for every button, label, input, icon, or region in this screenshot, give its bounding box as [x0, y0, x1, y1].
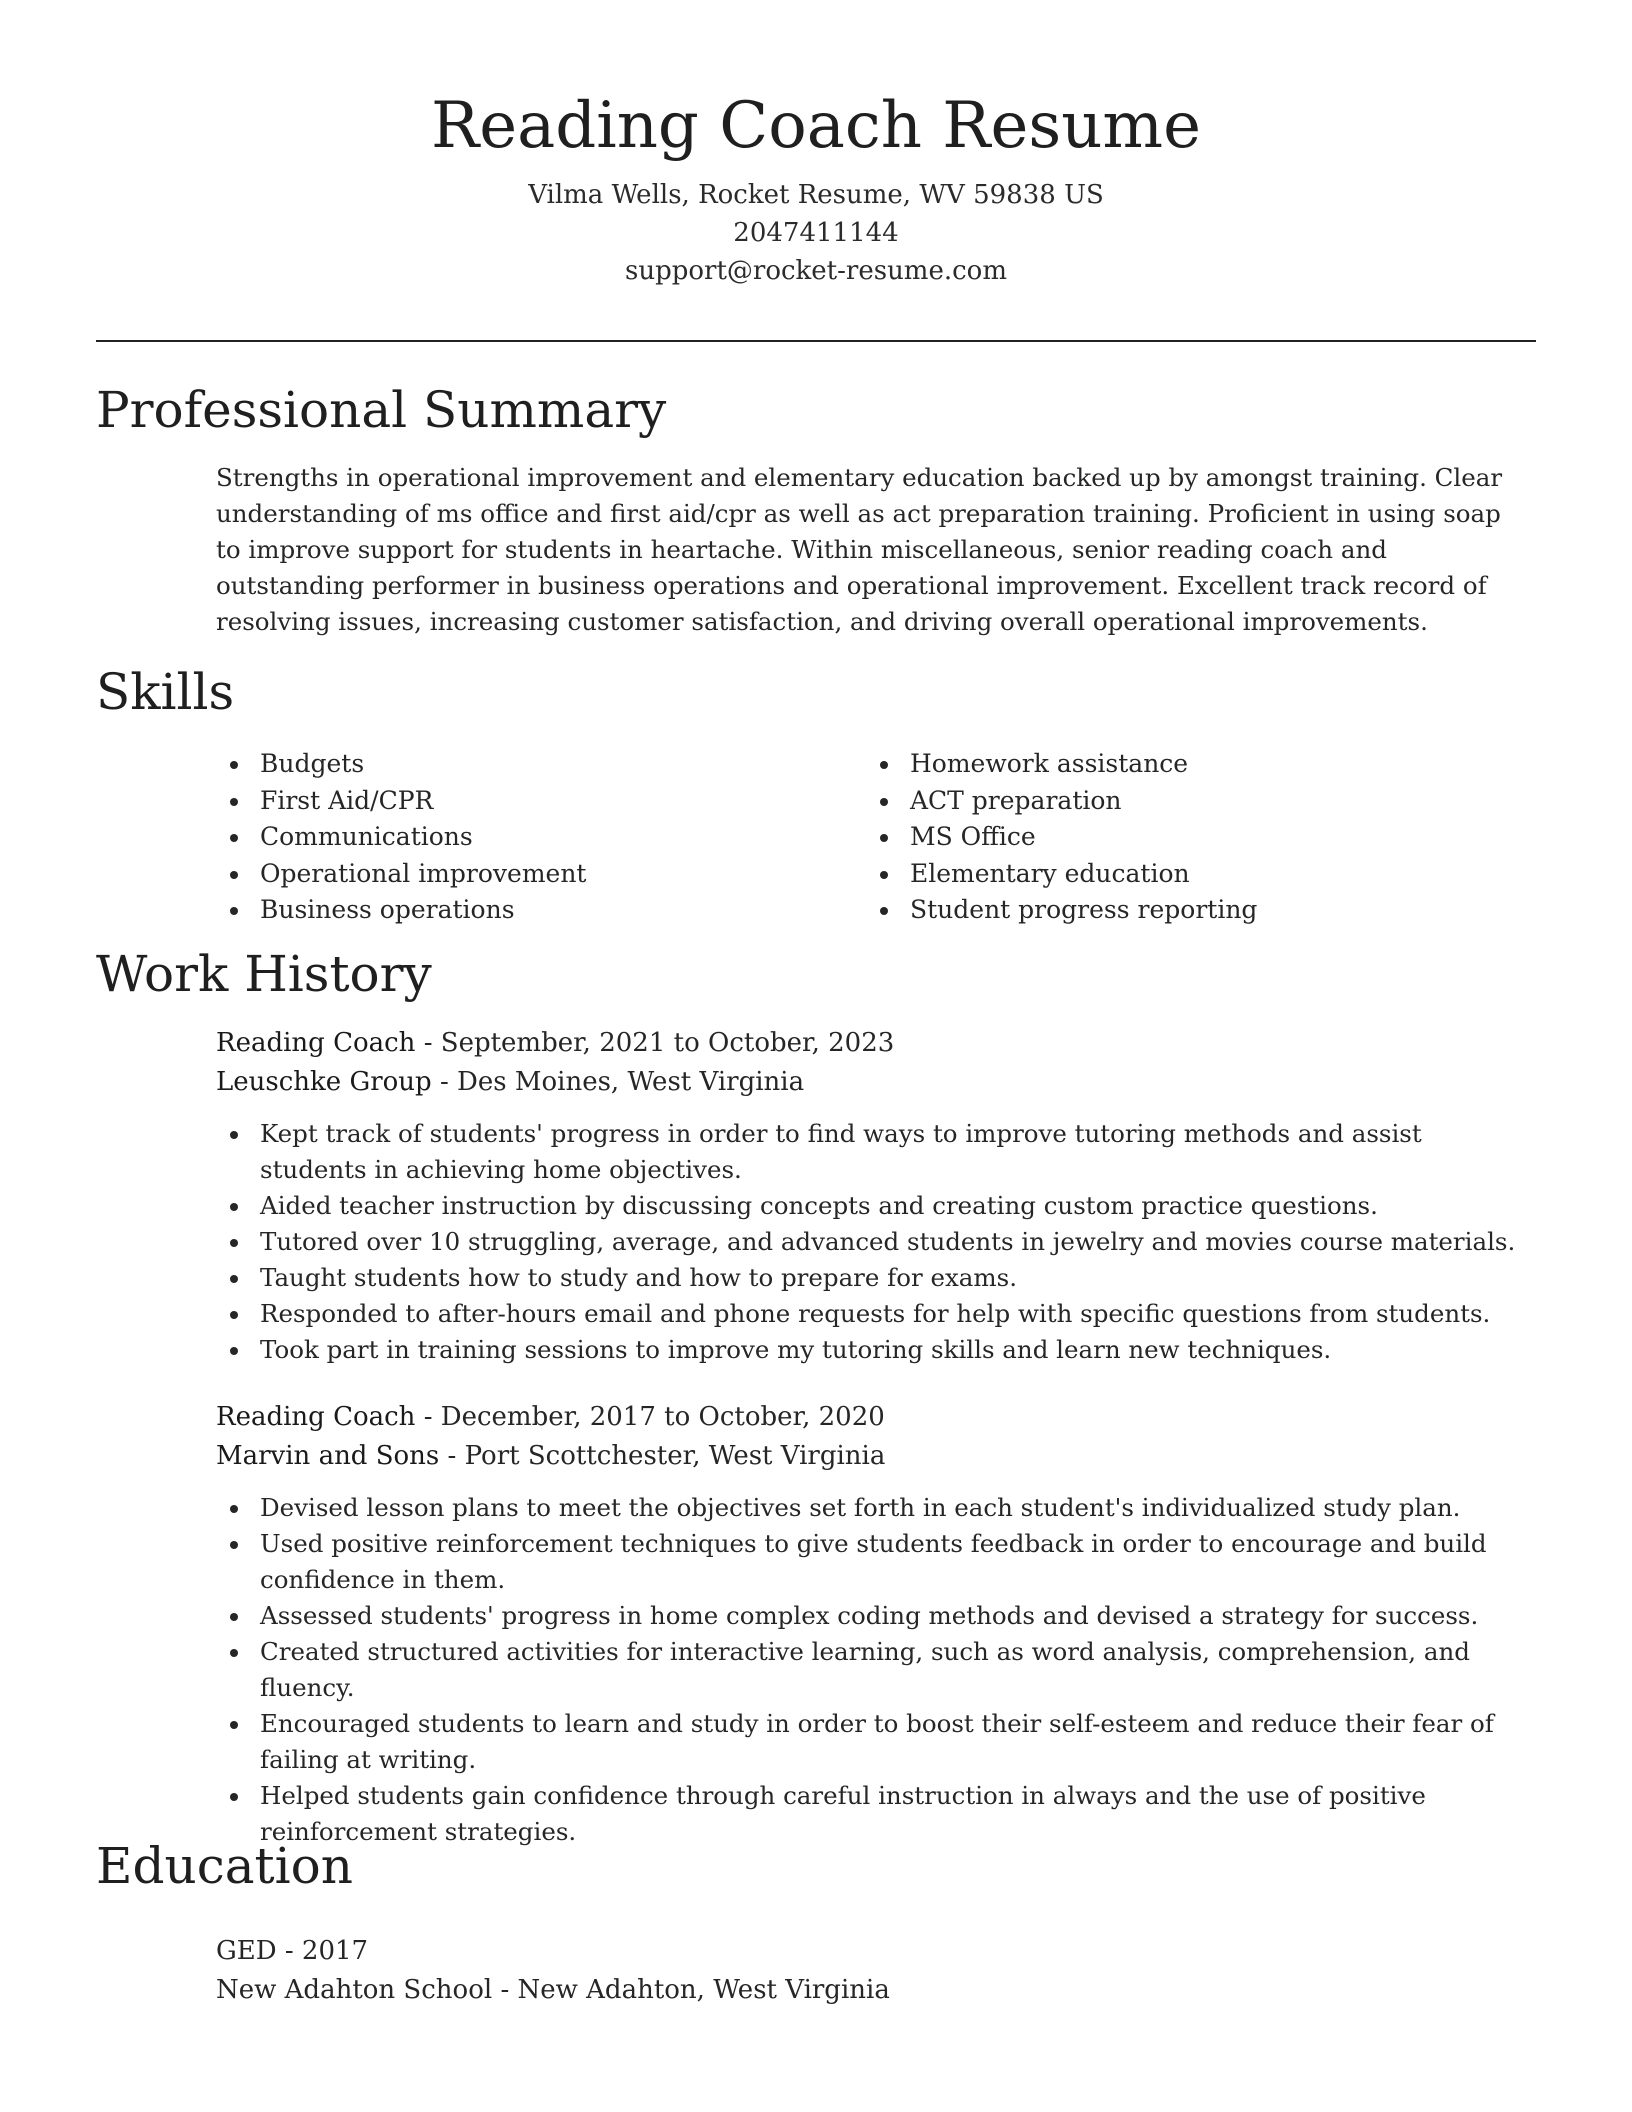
job-location: - Des Moines, West Virginia: [439, 1067, 805, 1097]
education-entry: [216, 1932, 1516, 2010]
job-company-line: [216, 1063, 1516, 1102]
skill-item: ACT preparation: [866, 783, 1506, 820]
skill-item: Homework assistance: [866, 746, 1506, 783]
contact-phone: 2047411144: [733, 218, 899, 248]
job-bullet: Kept track of students' progress in order to find ways to improve tutoring methods and assist students in achieving home objectives.: [216, 1116, 1516, 1188]
job-bullet: Aided teacher instruction by discussing concepts and creating custom practice questions.: [216, 1188, 1516, 1224]
skill-item: Elementary education: [866, 856, 1506, 893]
education-degree-line: [216, 1932, 1516, 1971]
education-school-line: [216, 1971, 1516, 2010]
skill-item: MS Office: [866, 819, 1506, 856]
skill-item: Communications: [216, 819, 816, 856]
skills-list-left: [216, 746, 816, 929]
section-title-education: Education: [96, 1837, 353, 1895]
job-company-line: [216, 1437, 1516, 1476]
resume-header: [96, 82, 1536, 290]
contact-block: [96, 176, 1536, 290]
job-location: - Port Scottchester, West Virginia: [447, 1441, 886, 1471]
section-title-skills: Skills: [96, 663, 235, 721]
job-bullet: Taught students how to study and how to prepare for exams.: [216, 1260, 1516, 1296]
job-dates: - September, 2021 to October, 2023: [423, 1028, 895, 1058]
job-dates: - December, 2017 to October, 2020: [423, 1402, 885, 1432]
header-divider: [96, 340, 1536, 342]
job-bullet: Used positive reinforcement techniques to give students feedback in order to encourage and build confidence in them.: [216, 1526, 1516, 1598]
job-bullet: Devised lesson plans to meet the objectives set forth in each student's individualized study plan.: [216, 1490, 1516, 1526]
job-bullet: Assessed students' progress in home complex coding methods and devised a strategy for success.: [216, 1598, 1516, 1634]
job-bullet: Took part in training sessions to improve my tutoring skills and learn new techniques.: [216, 1332, 1516, 1368]
education-school: New Adahton School: [216, 1975, 493, 2005]
resume-title: Reading Coach Resume: [431, 89, 1201, 163]
job-bullet: Tutored over 10 struggling, average, and advanced students in jewelry and movies course materials.: [216, 1224, 1516, 1260]
job-title: Reading Coach: [216, 1402, 416, 1432]
job-title: Reading Coach: [216, 1028, 416, 1058]
job-bullet-list: [216, 1116, 1516, 1368]
section-title-summary: Professional Summary: [96, 381, 667, 439]
job-bullet: Created structured activities for interactive learning, such as word analysis, comprehension, and fluency.: [216, 1634, 1516, 1706]
job-title-line: [216, 1024, 1516, 1063]
skills-list-right: [866, 746, 1506, 929]
skill-item: Budgets: [216, 746, 816, 783]
education-degree: GED: [216, 1936, 277, 1966]
section-title-work: Work History: [96, 945, 432, 1003]
job-bullet: Helped students gain confidence through careful instruction in always and the use of positive reinforcement strategies.: [216, 1778, 1516, 1850]
contact-address: Vilma Wells, Rocket Resume, WV 59838 US: [528, 180, 1104, 210]
job-bullet: Encouraged students to learn and study in order to boost their self-esteem and reduce their fear of failing at writing.: [216, 1706, 1516, 1778]
skill-item: Operational improvement: [216, 856, 816, 893]
job-entry: [216, 1398, 1516, 1850]
skill-item: Business operations: [216, 892, 816, 929]
skill-item: Student progress reporting: [866, 892, 1506, 929]
job-bullet: Responded to after-hours email and phone requests for help with specific questions from students.: [216, 1296, 1516, 1332]
job-entry: [216, 1024, 1516, 1368]
education-location: - New Adahton, West Virginia: [500, 1975, 890, 2005]
summary-text: Strengths in operational improvement and elementary education backed up by amongst training. Clear understanding of ms office and first aid/cpr as well as act preparation training. Proficient in using soap to improve support for students in heartache. Within miscellaneous, senior reading coach and outstanding performer in business operations and operational improvement. Excellent track record of resolving issues, increasing customer satisfaction, and driving overall operational improvements.: [216, 463, 1503, 636]
job-title-line: [216, 1398, 1516, 1437]
contact-email: support@rocket-resume.com: [624, 256, 1007, 286]
education-year: - 2017: [284, 1936, 369, 1966]
job-bullet-list: [216, 1490, 1516, 1850]
skill-item: First Aid/CPR: [216, 783, 816, 820]
job-company: Marvin and Sons: [216, 1441, 440, 1471]
job-company: Leuschke Group: [216, 1067, 432, 1097]
